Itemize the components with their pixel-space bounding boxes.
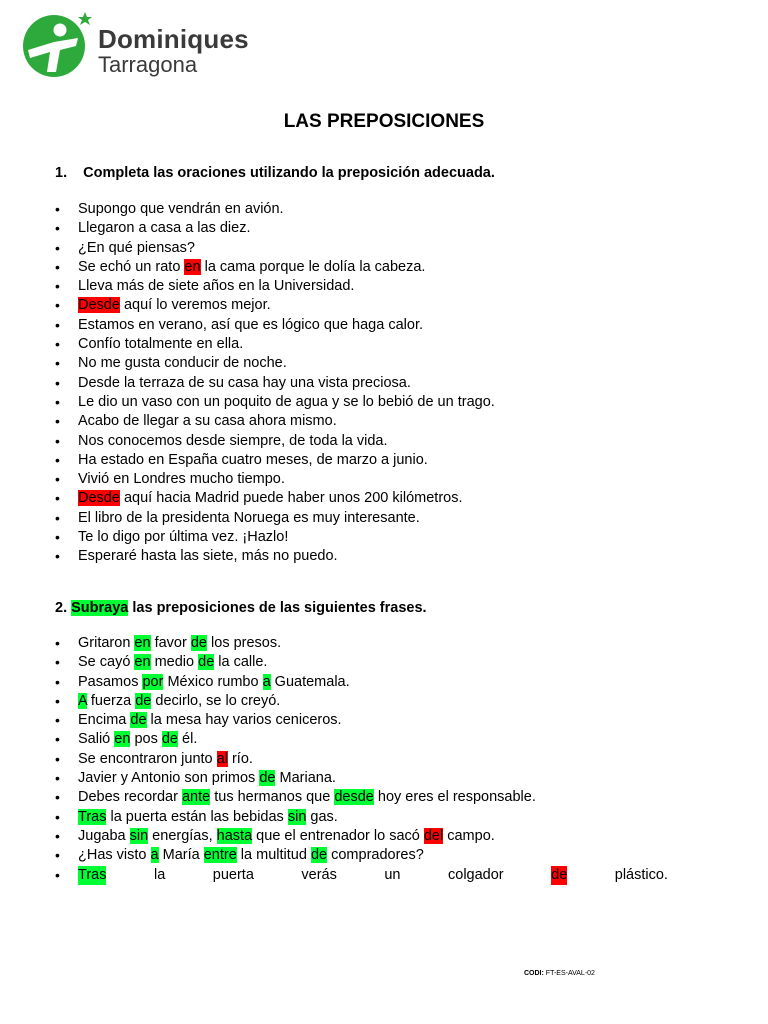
sentence-text: medio — [150, 654, 199, 671]
highlighted-preposition: a — [150, 847, 159, 864]
page-title: LAS PREPOSICIONES — [283, 111, 485, 132]
highlighted-preposition: a — [262, 673, 271, 690]
sentence-text: aquí lo veremos mejor. — [119, 297, 271, 314]
sentence-text: México rumbo — [163, 673, 263, 690]
sentence-text: Confío totalmente en ella. — [78, 336, 244, 353]
highlighted-preposition: desde — [334, 789, 374, 806]
highlighted-preposition: en — [184, 258, 201, 275]
list-item — [55, 393, 695, 412]
list-item — [55, 547, 695, 566]
list-item — [55, 335, 695, 354]
sentence-text: campo. — [443, 827, 495, 844]
list-item — [55, 769, 695, 788]
highlighted-preposition: A — [78, 692, 87, 709]
list-item — [55, 451, 695, 470]
highlighted-preposition: del — [423, 827, 444, 844]
sentence-text: Acabo de llegar a su casa ahora mismo. — [78, 413, 337, 430]
list-item — [55, 827, 695, 846]
highlighted-preposition: sin — [129, 827, 149, 844]
highlighted-preposition: en — [134, 635, 151, 651]
sentence-text: la multitud — [236, 847, 311, 864]
sentence-text: los presos. — [207, 635, 282, 651]
sentence-text: El libro de la presidenta Noruega es muy interesante. — [78, 509, 420, 526]
highlighted-preposition: de — [135, 692, 152, 709]
highlighted-preposition: ante — [181, 789, 211, 806]
section-2-text: las preposiciones de las siguientes frases. — [128, 600, 427, 616]
sentence-text: favor — [150, 635, 191, 651]
sentence-text: plástico. — [614, 866, 668, 883]
list-item — [55, 258, 695, 277]
highlighted-preposition: de — [190, 635, 207, 651]
list-item — [55, 470, 695, 489]
document-code — [524, 970, 595, 977]
highlighted-preposition: al — [216, 750, 228, 767]
sentence-text: Se encontraron junto — [78, 750, 217, 767]
brand-name: Dominiques — [98, 24, 249, 54]
highlighted-preposition: Tras — [78, 808, 107, 825]
list-item — [55, 316, 695, 335]
sentence-text: que el entrenador lo sacó — [252, 827, 424, 844]
section-1-list — [55, 200, 695, 567]
list-item — [55, 296, 695, 315]
list-item — [55, 374, 695, 393]
sentence-text: ¿En qué piensas? — [78, 239, 195, 256]
list-item — [55, 219, 695, 238]
sentence-text: Le dio un vaso con un poquito de agua y se lo bebió de un trago. — [78, 393, 495, 410]
highlighted-preposition: de — [259, 770, 276, 787]
sentence-text: tus hermanos que — [210, 789, 335, 806]
sentence-text: Jugaba — [78, 827, 130, 844]
list-item — [55, 808, 695, 827]
sentence-text: la calle. — [214, 654, 268, 671]
list-item — [55, 528, 695, 547]
highlighted-preposition: de — [161, 731, 178, 748]
sentence-text: ¿Has visto — [78, 847, 151, 864]
section-1-title — [55, 165, 495, 181]
highlighted-preposition: de — [198, 654, 215, 671]
list-item — [55, 509, 695, 528]
list-item — [55, 866, 695, 885]
brand-logo — [20, 10, 280, 80]
highlighted-preposition: hasta — [216, 827, 253, 844]
sentence-text: hoy eres el responsable. — [373, 789, 536, 806]
dominiques-logo-icon — [20, 10, 95, 80]
list-item — [55, 750, 695, 769]
sentence-text: Se cayó — [78, 654, 135, 671]
highlighted-preposition: de — [130, 712, 147, 729]
sentence-text: Te lo digo por última vez. ¡Hazlo! — [78, 529, 289, 546]
list-item — [55, 239, 695, 258]
list-item — [55, 432, 695, 451]
sentence-text: Vivió en Londres mucho tiempo. — [78, 471, 285, 488]
sentence-text: él. — [178, 731, 198, 748]
highlighted-preposition: entre — [203, 847, 237, 864]
sentence-text: Llegaron a casa a las diez. — [78, 220, 251, 237]
list-item — [55, 489, 695, 508]
brand-location: Tarragona — [98, 52, 198, 77]
highlighted-preposition: por — [142, 673, 164, 690]
section-1-text: Completa las oraciones utilizando la preposición adecuada. — [83, 165, 495, 181]
section-2-highlight: Subraya — [71, 600, 129, 616]
sentence-text: Ha estado en España cuatro meses, de marzo a junio. — [78, 451, 428, 468]
sentence-text: Mariana. — [275, 770, 336, 787]
sentence-text: aquí hacia Madrid puede haber unos 200 kilómetros. — [119, 490, 463, 507]
highlighted-preposition: de — [310, 847, 328, 864]
list-item — [55, 634, 695, 653]
sentence-text: Se echó un rato — [78, 258, 185, 275]
list-item — [55, 653, 695, 672]
list-item — [55, 354, 695, 373]
sentence-text: Pasamos — [78, 673, 143, 690]
sentence-text: la puerta están las bebidas — [106, 808, 288, 825]
sentence-text: verás — [301, 866, 337, 883]
sentence-text: gas. — [306, 808, 338, 825]
section-2-list — [55, 634, 695, 885]
sentence-text: Esperaré hasta las siete, más no puedo. — [78, 548, 338, 565]
highlighted-preposition: en — [134, 654, 151, 671]
sentence-text: pos — [130, 731, 162, 748]
sentence-text: fuerza — [86, 692, 136, 709]
sentence-text: No me gusta conducir de noche. — [78, 355, 287, 372]
section-2-number: 2. — [55, 600, 68, 616]
sentence-text: Gritaron — [78, 635, 135, 651]
sentence-text: Encima — [78, 712, 131, 729]
sentence-text: colgador — [448, 866, 504, 883]
sentence-text: Salió — [78, 731, 115, 748]
sentence-text: la cama porque le dolía la cabeza. — [200, 258, 426, 275]
list-item — [55, 730, 695, 749]
sentence-text: decirlo, se lo creyó. — [151, 692, 281, 709]
list-item — [55, 673, 695, 692]
section-2-title — [55, 600, 427, 616]
sentence-text: Desde la terraza de su casa hay una vista preciosa. — [78, 374, 411, 391]
sentence-text: Javier y Antonio son primos — [78, 770, 260, 787]
highlighted-preposition: • Tras — [78, 866, 106, 885]
document-code-value: FT-ES-AVAL-02 — [543, 970, 595, 977]
sentence-text: energías, — [148, 827, 217, 844]
sentence-text: río. — [227, 750, 253, 767]
sentence-text: puerta — [212, 866, 254, 883]
highlighted-preposition: Desde — [78, 490, 120, 507]
list-item — [55, 200, 695, 219]
list-item — [55, 711, 695, 730]
list-item — [55, 846, 695, 865]
list-item — [55, 788, 695, 807]
sentence-text: la mesa hay varios ceniceros. — [146, 712, 342, 729]
highlighted-preposition: en — [114, 731, 131, 748]
sentence-text: un — [384, 866, 401, 883]
sentence-text: Debes recordar — [78, 789, 182, 806]
list-item — [55, 412, 695, 431]
sentence-text: Lleva más de siete años en la Universidad. — [78, 278, 355, 295]
list-item — [55, 277, 695, 296]
sentence-text: Nos conocemos desde siempre, de toda la vida. — [78, 432, 388, 449]
section-1-number: 1. — [55, 165, 68, 181]
highlighted-preposition: sin — [287, 808, 307, 825]
sentence-text: María — [158, 847, 204, 864]
sentence-text: Supongo que vendrán en avión. — [78, 201, 284, 217]
document-code-label: CODI: — [524, 970, 544, 977]
sentence-text: Guatemala. — [270, 673, 350, 690]
sentence-text: Estamos en verano, así que es lógico que haga calor. — [78, 316, 423, 333]
sentence-text: compradores? — [327, 847, 424, 864]
highlighted-preposition: de — [551, 866, 567, 885]
sentence-text: la — [153, 866, 166, 883]
highlighted-preposition: Desde — [78, 297, 120, 314]
list-item — [55, 692, 695, 711]
